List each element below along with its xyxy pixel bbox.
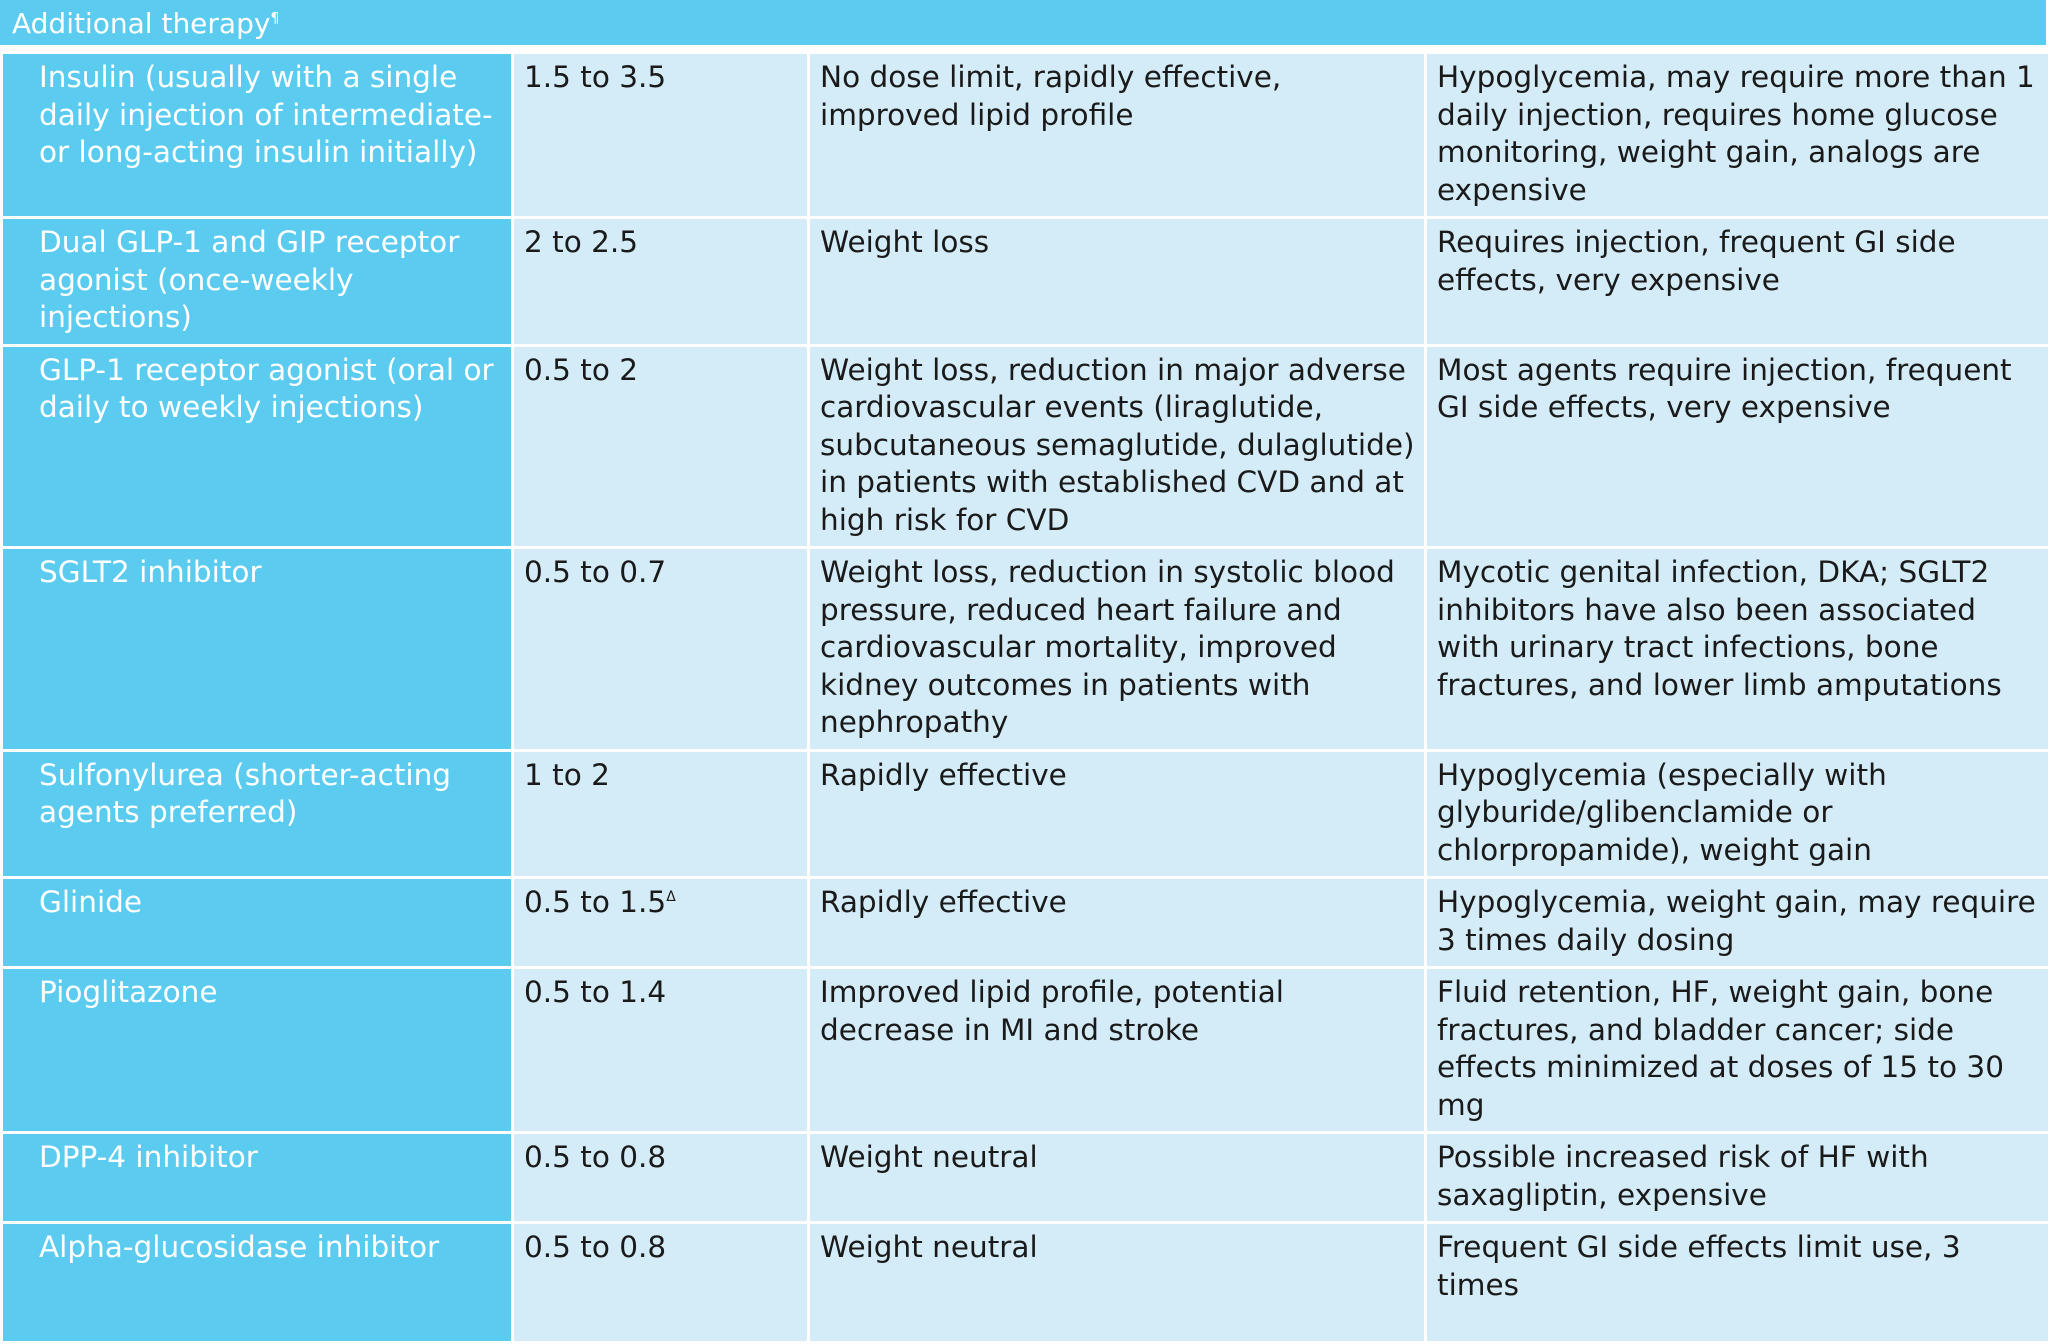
agent-name-cell: SGLT2 inhibitor — [2, 548, 513, 751]
table-row — [2, 750, 2050, 878]
disadvantages-cell: Possible increased risk of HF with saxagliptin, expensive — [1426, 1133, 2050, 1223]
disadvantages-cell: Hypoglycemia, weight gain, may require 3 times daily dosing — [1426, 878, 2050, 968]
agent-name-cell: GLP-1 receptor agonist (oral or daily to weekly injections) — [2, 345, 513, 548]
a1c-reduction-cell: 0.5 to 0.8 — [513, 1133, 809, 1223]
advantages-cell: No dose limit, rapidly effective, improved lipid profile — [809, 53, 1426, 218]
therapy-table — [0, 51, 2051, 1344]
advantages-cell: Rapidly effective — [809, 750, 1426, 878]
table-row — [2, 218, 2050, 346]
disadvantages-cell: Hypoglycemia (especially with glyburide/glibenclamide or chlorpropamide), weight gain — [1426, 750, 2050, 878]
agent-name-cell: DPP-4 inhibitor — [2, 1133, 513, 1223]
disadvantages-cell: Mycotic genital infection, DKA; SGLT2 inhibitors have also been associated with urinary tract infections, bone fractures, and lower limb amputations — [1426, 548, 2050, 751]
a1c-reduction-cell: 0.5 to 2 — [513, 345, 809, 548]
advantages-cell: Weight neutral — [809, 1133, 1426, 1223]
a1c-reduction-cell: 0.5 to 1.4 — [513, 968, 809, 1133]
agent-name-cell: Alpha-glucosidase inhibitor — [2, 1223, 513, 1343]
a1c-reduction-cell: 1 to 2 — [513, 750, 809, 878]
advantages-cell: Weight loss — [809, 218, 1426, 346]
disadvantages-cell: Fluid retention, HF, weight gain, bone fractures, and bladder cancer; side effects minimized at doses of 15 to 30 mg — [1426, 968, 2050, 1133]
advantages-cell: Improved lipid profile, potential decrease in MI and stroke — [809, 968, 1426, 1133]
advantages-cell: Weight loss, reduction in systolic blood pressure, reduced heart failure and cardiovascular mortality, improved kidney outcomes in patients with nephropathy — [809, 548, 1426, 751]
table-row — [2, 968, 2050, 1133]
disadvantages-cell: Requires injection, frequent GI side effects, very expensive — [1426, 218, 2050, 346]
footnote-mark: ¶ — [270, 10, 280, 27]
delta-footnote-mark: Δ — [666, 889, 676, 906]
table-row — [2, 878, 2050, 968]
a1c-reduction-cell: 0.5 to 0.7 — [513, 548, 809, 751]
section-title: Additional therapy — [12, 7, 271, 40]
table-section-header — [0, 0, 2046, 48]
table-row — [2, 345, 2050, 548]
agent-name-cell: Insulin (usually with a single daily injection of intermediate- or long-acting insulin initially) — [2, 53, 513, 218]
disadvantages-cell: Most agents require injection, frequent GI side effects, very expensive — [1426, 345, 2050, 548]
disadvantages-cell: Frequent GI side effects limit use, 3 times — [1426, 1223, 2050, 1343]
agent-name-cell: Glinide — [2, 878, 513, 968]
a1c-reduction-cell: 0.5 to 0.8 — [513, 1223, 809, 1343]
a1c-reduction-cell: 1.5 to 3.5 — [513, 53, 809, 218]
agent-name-cell: Dual GLP-1 and GIP receptor agonist (once-weekly injections) — [2, 218, 513, 346]
a1c-reduction-cell: 2 to 2.5 — [513, 218, 809, 346]
advantages-cell: Weight neutral — [809, 1223, 1426, 1343]
table-row — [2, 1133, 2050, 1223]
table-row — [2, 1223, 2050, 1343]
agent-name-cell: Sulfonylurea (shorter-acting agents preferred) — [2, 750, 513, 878]
agent-name-cell: Pioglitazone — [2, 968, 513, 1133]
table-row — [2, 548, 2050, 751]
a1c-reduction-cell — [513, 878, 809, 968]
disadvantages-cell: Hypoglycemia, may require more than 1 daily injection, requires home glucose monitoring, weight gain, analogs are expensive — [1426, 53, 2050, 218]
advantages-cell: Weight loss, reduction in major adverse cardiovascular events (liraglutide, subcutaneous semaglutide, dulaglutide) in patients with established CVD and at high risk for CVD — [809, 345, 1426, 548]
a1c-reduction-value: 0.5 to 1.5 — [524, 885, 667, 919]
table-row — [2, 53, 2050, 218]
advantages-cell: Rapidly effective — [809, 878, 1426, 968]
